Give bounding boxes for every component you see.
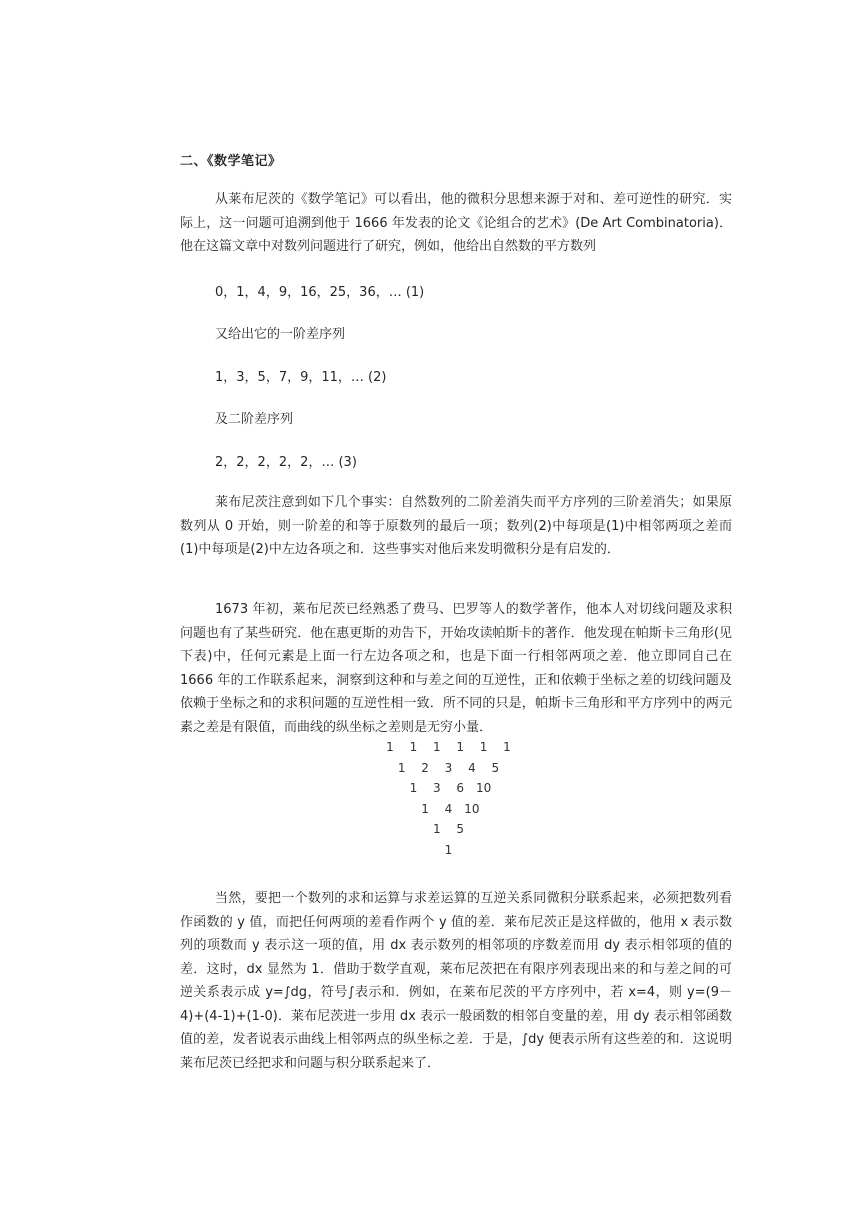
paragraph-facts: 莱布尼茨注意到如下几个事实：自然数列的二阶差消失而平方序列的三阶差消失；如果原数列从 0 开始，则一阶差的和等于原数列的最后一项；数列(2)中每项是(1)中相邻两项之差而(1)中每项是(2)中左边各项之和．这些事实对他后来发明微积分是有启发的．: [180, 495, 732, 557]
sequence-squares: 0，1，4，9，16，25，36，… (1): [215, 285, 425, 300]
sequence-second-difference: 2，2，2，2，2，… (3): [215, 455, 357, 470]
triangle-cell: 6: [456, 781, 464, 795]
triangle-row: [370, 822, 545, 842]
triangle-cell: 3: [444, 760, 453, 775]
triangle-cell: 1: [479, 740, 488, 754]
intro-first-difference: 又给出它的一阶差序列: [215, 327, 346, 342]
triangle-cell: 4: [468, 760, 476, 775]
triangle-cell: 1: [432, 740, 441, 754]
triangle-cell: 1: [386, 740, 394, 754]
section-heading: 二、《数学笔记》: [180, 154, 282, 169]
triangle-row: [370, 843, 545, 863]
triangle-cell: 1: [409, 781, 418, 795]
paragraph-intro: 从莱布尼茨的《数学笔记》可以看出，他的微积分思想来源于对和、差可逆性的研究．实际上，这一问题可追溯到他于 1666 年发表的论文《论组合的艺术》(De Art Combinatoria)．他在这篇文章中对数列问题进行了研究，例如，他给出自然数的平方数列: [180, 192, 732, 254]
triangle-cell: 3: [432, 781, 441, 795]
triangle-row: [370, 740, 545, 760]
triangle-row: [370, 802, 545, 822]
triangle-cell: 5: [491, 760, 500, 775]
triangle-cell: 1: [444, 842, 453, 857]
sequence-first-difference: 1，3，5，7，9，11，… (2): [215, 370, 387, 385]
pascal-triangle: [370, 740, 545, 865]
triangle-cell: 1: [421, 801, 429, 816]
triangle-row: [370, 761, 545, 781]
triangle-row: [370, 781, 545, 801]
paragraph-pascal: 1673 年初，莱布尼茨已经熟悉了费马、巴罗等人的数学著作，他本人对切线问题及求积问题也有了某些研究．他在惠更斯的劝告下，开始攻读帕斯卡的著作．他发现在帕斯卡三角形(见下表)中，任何元素是上面一行左边各项之和，也是下面一行相邻两项之差．他立即同自己在 1666 年的工作联系起来，洞察到这种和与差之间的互逆性，正和依赖于坐标之差的切线问题及依赖于坐标之和的求积问题的互逆性相一致．所不同的只是，帕斯卡三角形和平方序列中的两元素之差是有限值，而曲线的纵坐标之差则是无穷小量．: [180, 602, 732, 735]
paragraph-calculus: 当然，要把一个数列的求和运算与求差运算的互逆关系同微积分联系起来，必须把数列看作函数的 y 值，而把任何两项的差看作两个 y 值的差．莱布尼茨正是这样做的，他用 x 表示数列的项数而 y 表示这一项的值，用 dx 表示数列的相邻项的序数差而用 dy 表示相邻项的值的差．这时，dx 显然为 1．借助于数学直观，莱布尼茨把在有限序列表现出来的和与差之间的可逆关系表示成 y=∫dg，符号∫表示和．例如，在莱布尼茨的平方序列中，若 x=4，则 y=(9－4)+(4-1)+(1-0)．莱布尼茨进一步用 dx 表示一般函数的相邻自变量的差，用 dy 表示相邻函数值的差，发者说表示曲线上相邻两点的纵坐标之差．于是，∫dy 便表示所有这些差的和．这说明莱布尼茨已经把求和问题与积分联系起来了．: [180, 891, 732, 1071]
triangle-cell: 1: [432, 822, 441, 836]
triangle-cell: 5: [456, 822, 464, 836]
triangle-cell: 10: [475, 781, 492, 795]
triangle-cell: 1: [397, 760, 406, 775]
intro-second-difference: 及二阶差序列: [215, 412, 294, 427]
triangle-cell: 1: [409, 740, 418, 754]
triangle-cell: 4: [444, 801, 453, 816]
triangle-cell: 1: [456, 740, 464, 754]
triangle-cell: 2: [421, 760, 429, 775]
triangle-cell: 10: [464, 801, 480, 816]
triangle-cell: 1: [503, 740, 511, 754]
